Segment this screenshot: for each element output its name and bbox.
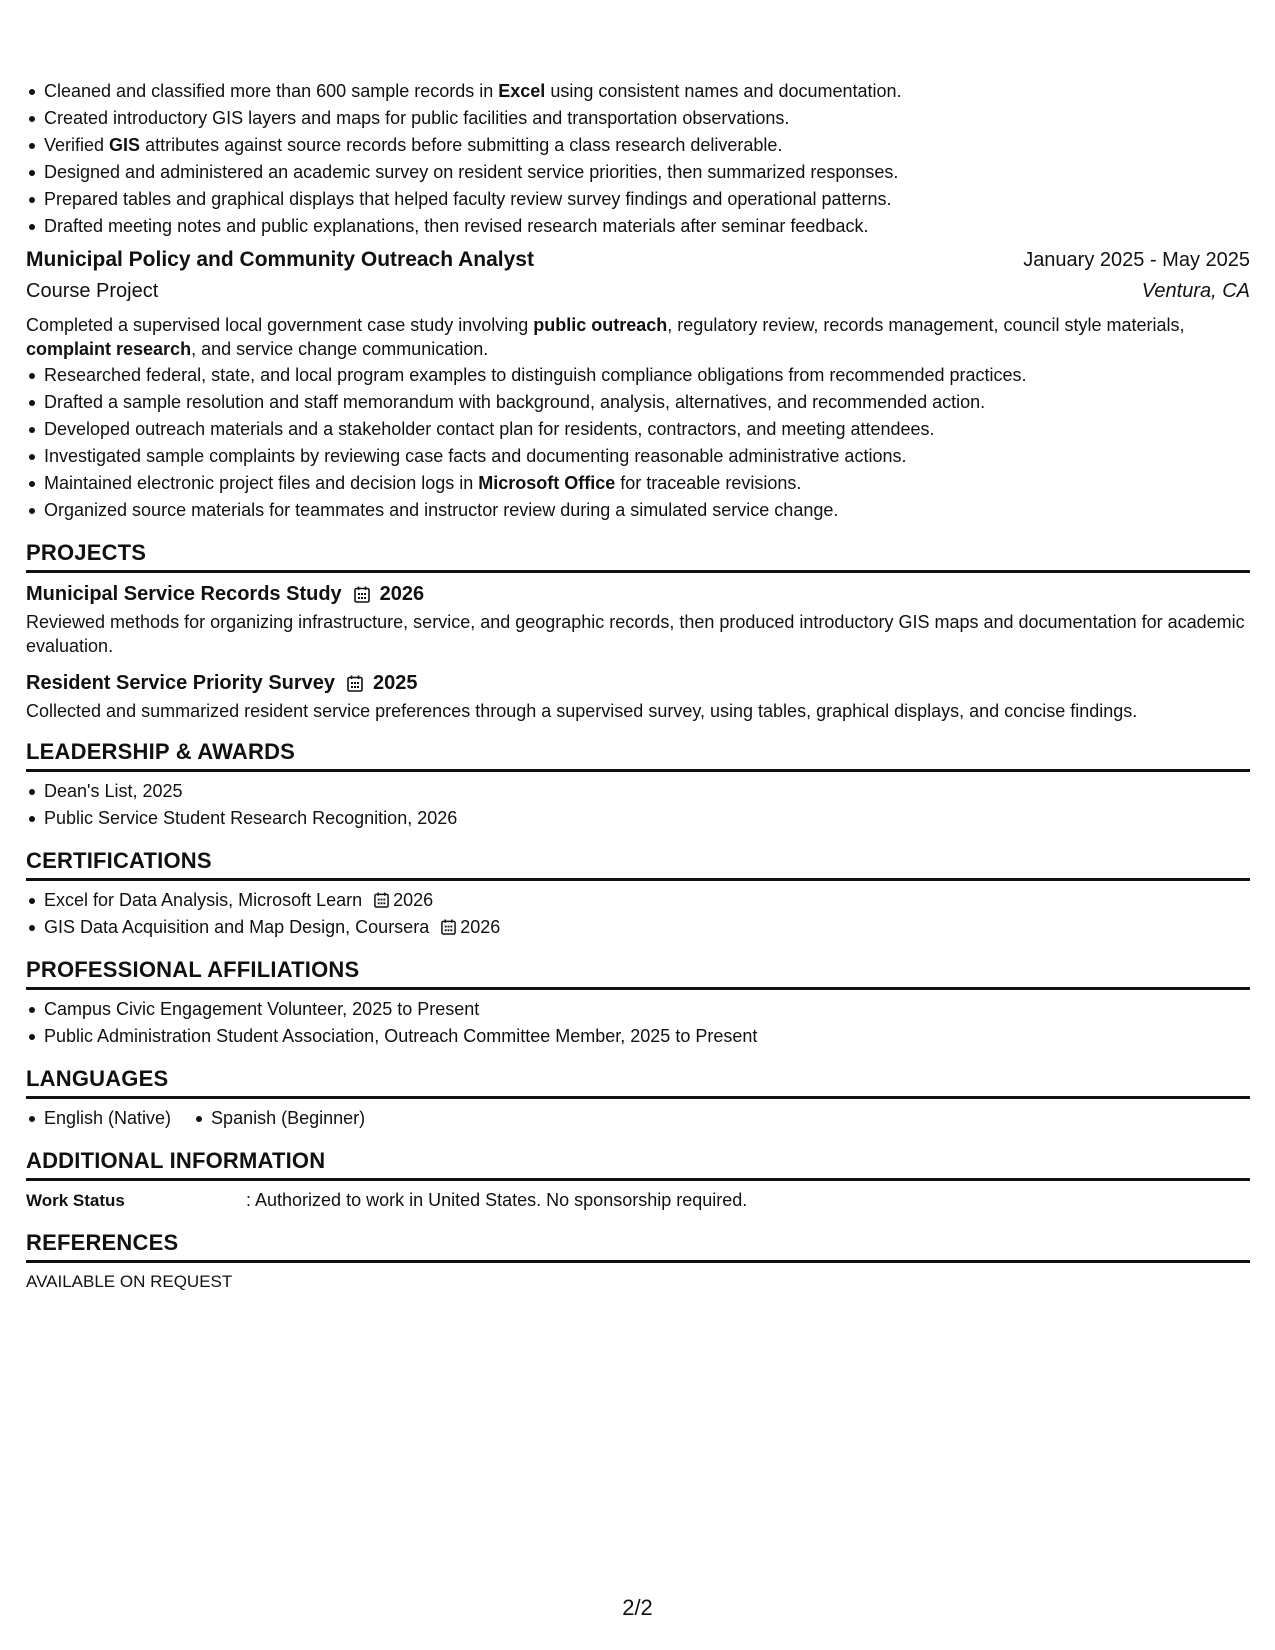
role-dates: January 2025 - May 2025 bbox=[1023, 249, 1250, 271]
summary-text: , regulatory review, records management, council style materials, bbox=[667, 315, 1185, 335]
summary-text: Completed a supervised local government case study involving bbox=[26, 315, 534, 335]
section-header-certifications bbox=[26, 847, 1250, 881]
affiliations-list bbox=[26, 996, 1250, 1050]
list-item bbox=[26, 362, 1250, 389]
list-item bbox=[26, 497, 1250, 524]
list-item bbox=[26, 887, 1250, 914]
page-number: 2/2 bbox=[622, 1595, 653, 1620]
list-item bbox=[26, 470, 1250, 497]
project-description: Collected and summarized resident service preferences through a supervised survey, using tables, graphical displays, and concise findings. bbox=[26, 701, 1138, 721]
work-status-label: Work Status bbox=[26, 1191, 125, 1210]
section-header-leadership bbox=[26, 738, 1250, 772]
list-item: Public Administration Student Association, Outreach Committee Member, 2025 to Present bbox=[26, 1023, 1250, 1050]
project-title: Resident Service Priority Survey bbox=[26, 671, 336, 694]
bullet-text: Created introductory GIS layers and maps for public facilities and transportation observations. bbox=[44, 108, 790, 128]
role-title: Municipal Policy and Community Outreach Analyst bbox=[26, 248, 534, 271]
calendar-icon bbox=[374, 892, 389, 908]
section-header-affiliations bbox=[26, 956, 1250, 990]
list-item: Dean's List, 2025 bbox=[26, 778, 1250, 805]
list-item bbox=[26, 914, 1250, 941]
role-location: Ventura, CA bbox=[1141, 280, 1250, 302]
bullet-text: Drafted a sample resolution and staff memorandum with background, analysis, alternatives, and recommended action. bbox=[44, 392, 986, 412]
calendar-icon bbox=[347, 675, 363, 692]
section-header-references bbox=[26, 1229, 1250, 1263]
bullet-text: Investigated sample complaints by reviewing case facts and documenting reasonable administrative actions. bbox=[44, 446, 907, 466]
bullet-text: Cleaned and classified more than 600 sample records in bbox=[44, 81, 499, 101]
list-item bbox=[26, 186, 1250, 213]
list-item bbox=[26, 213, 1250, 240]
projects-list bbox=[26, 579, 1250, 723]
bullet-text: Maintained electronic project files and decision logs in bbox=[44, 473, 479, 493]
additional-info-row bbox=[26, 1187, 1250, 1214]
certifications-list bbox=[26, 887, 1250, 941]
summary-bold: complaint research bbox=[26, 339, 192, 359]
work-status-value: : Authorized to work in United States. No sponsorship required. bbox=[246, 1190, 748, 1210]
section-header-projects bbox=[26, 539, 1250, 573]
bullet-text: Prepared tables and graphical displays that helped faculty review survey findings and operational patterns. bbox=[44, 189, 892, 209]
role-header bbox=[26, 248, 1250, 280]
bullet-bold: Excel bbox=[498, 81, 546, 101]
project-header bbox=[26, 668, 1250, 698]
role-type: Course Project bbox=[26, 280, 159, 302]
role-summary bbox=[26, 313, 1250, 361]
section-title: ADDITIONAL INFORMATION bbox=[26, 1148, 326, 1173]
bullet-bold: Microsoft Office bbox=[478, 473, 616, 493]
list-item bbox=[26, 132, 1250, 159]
calendar-icon bbox=[354, 586, 370, 603]
summary-bold: public outreach bbox=[533, 315, 668, 335]
project-year: 2026 bbox=[379, 582, 425, 605]
bullet-text: for traceable revisions. bbox=[615, 473, 802, 493]
cert-year: 2026 bbox=[460, 917, 501, 937]
bullet-text: Verified bbox=[44, 135, 110, 155]
role-bullets bbox=[26, 362, 1250, 524]
list-item bbox=[26, 416, 1250, 443]
section-header-languages bbox=[26, 1065, 1250, 1099]
bullet-bold: GIS bbox=[109, 135, 141, 155]
project-description: Reviewed methods for organizing infrastructure, service, and geographic records, then produced introductory GIS maps and documentation for academic evaluation. bbox=[26, 612, 1245, 656]
section-title: REFERENCES bbox=[26, 1230, 179, 1255]
experience-bullets-top bbox=[26, 78, 1250, 240]
bullet-text: attributes against source records before submitting a class research deliverable. bbox=[140, 135, 783, 155]
resume-page-2 bbox=[26, 78, 1250, 1295]
list-item: Spanish (Beginner) bbox=[193, 1105, 365, 1132]
bullet-text: Developed outreach materials and a stakeholder contact plan for residents, contractors, and meeting attendees. bbox=[44, 419, 935, 439]
cert-name: Excel for Data Analysis, Microsoft Learn bbox=[44, 890, 363, 910]
project-year: 2025 bbox=[373, 671, 418, 694]
leadership-list bbox=[26, 778, 1250, 832]
project-title: Municipal Service Records Study bbox=[26, 582, 342, 605]
languages-list bbox=[26, 1105, 1250, 1132]
list-item bbox=[26, 78, 1250, 105]
bullet-text: Designed and administered an academic survey on resident service priorities, then summarized responses. bbox=[44, 162, 899, 182]
section-header-additional bbox=[26, 1147, 1250, 1181]
section-title: LEADERSHIP & AWARDS bbox=[26, 739, 296, 764]
section-title: PROJECTS bbox=[26, 540, 147, 565]
bullet-text: using consistent names and documentation. bbox=[545, 81, 902, 101]
references-text: AVAILABLE ON REQUEST bbox=[26, 1272, 233, 1291]
bullet-text: Drafted meeting notes and public explanations, then revised research materials after seminar feedback. bbox=[44, 216, 869, 236]
cert-year: 2026 bbox=[393, 890, 434, 910]
list-item bbox=[26, 159, 1250, 186]
list-item bbox=[26, 105, 1250, 132]
project-header bbox=[26, 579, 1250, 609]
bullet-text: Researched federal, state, and local program examples to distinguish compliance obligations from recommended practices. bbox=[44, 365, 1027, 385]
section-title: LANGUAGES bbox=[26, 1066, 169, 1091]
summary-text: , and service change communication. bbox=[191, 339, 489, 359]
section-title: PROFESSIONAL AFFILIATIONS bbox=[26, 957, 360, 982]
list-item: English (Native) bbox=[26, 1105, 171, 1132]
role-subheader bbox=[26, 280, 1250, 312]
list-item: Campus Civic Engagement Volunteer, 2025 to Present bbox=[26, 996, 1250, 1023]
calendar-icon bbox=[441, 919, 456, 935]
cert-name: GIS Data Acquisition and Map Design, Coursera bbox=[44, 917, 430, 937]
list-item bbox=[26, 443, 1250, 470]
list-item: Public Service Student Research Recognition, 2026 bbox=[26, 805, 1250, 832]
list-item bbox=[26, 389, 1250, 416]
bullet-text: Organized source materials for teammates and instructor review during a simulated service change. bbox=[44, 500, 839, 520]
section-title: CERTIFICATIONS bbox=[26, 848, 212, 873]
